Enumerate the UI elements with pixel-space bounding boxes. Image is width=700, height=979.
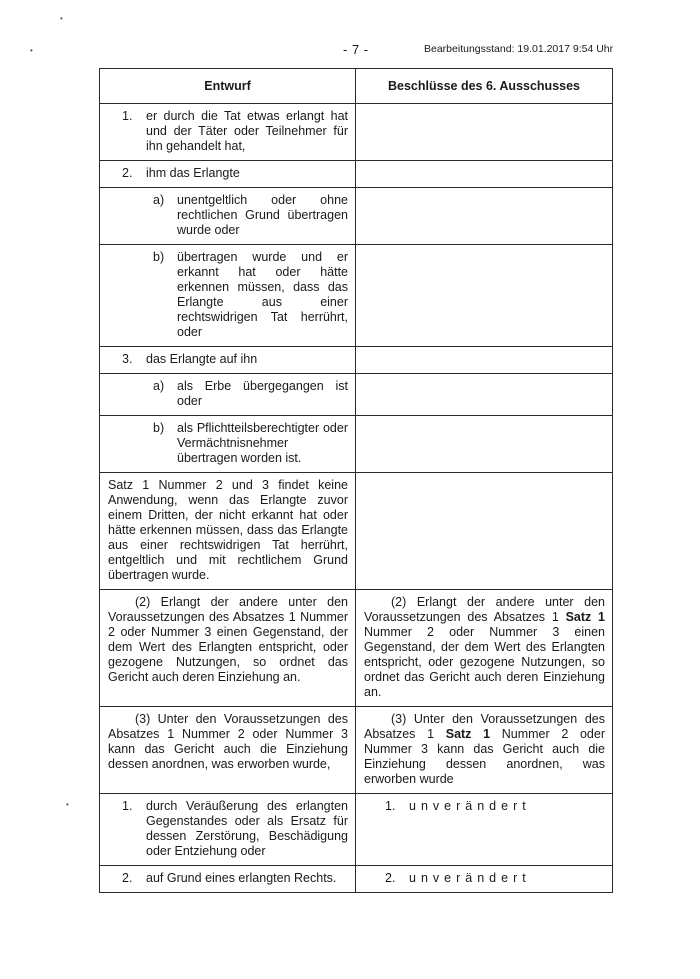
item-text: durch Veräußerung des erlangten Gegenstandes oder als Ersatz für dessen Zerstörung, Beschädigung oder Entziehung oder xyxy=(146,799,348,858)
column-header-committee: Beschlüsse des 6. Ausschusses xyxy=(356,69,613,104)
table-row xyxy=(100,707,613,794)
table-row xyxy=(100,416,613,473)
item-number: 2. xyxy=(122,871,133,885)
unchanged-text: unverändert xyxy=(409,799,531,813)
item-number: 1. xyxy=(385,799,396,813)
table-row xyxy=(100,866,613,893)
empty-cell xyxy=(356,473,613,590)
empty-cell xyxy=(356,161,613,188)
table-row xyxy=(100,473,613,590)
table-row xyxy=(100,188,613,245)
scan-speck: • xyxy=(30,46,33,55)
subitem-letter: a) xyxy=(153,193,165,207)
table-row xyxy=(100,245,613,347)
empty-cell xyxy=(356,347,613,374)
page-number: - 7 - xyxy=(343,42,369,57)
empty-cell xyxy=(356,188,613,245)
amended-text-pre: (2) Erlangt der andere unter den Voraussetzungen des Absatzes 1 xyxy=(364,595,605,624)
item-number: 2. xyxy=(122,166,133,180)
empty-cell xyxy=(356,104,613,161)
table-row xyxy=(100,794,613,866)
empty-cell xyxy=(356,416,613,473)
subitem-text: als Pflichtteilsberechtigter oder Vermächtnisnehmer übertragen worden ist. xyxy=(177,421,348,465)
paragraph-text: (2) Erlangt der andere unter den Voraussetzungen des Absatzes 1 Nummer 2 oder Nummer 3 einen Gegenstand, der dem Wert des Erlangten entspricht, oder gezogene Nutzungen, so ordnet das Gericht auch deren Einziehung an. xyxy=(108,595,348,684)
item-number: 1. xyxy=(122,799,133,813)
table-row xyxy=(100,347,613,374)
item-text: er durch die Tat etwas erlangt hat und der Täter oder Teilnehmer für ihn gehandelt hat, xyxy=(146,109,348,153)
table-header-row xyxy=(100,69,613,104)
item-text: auf Grund eines erlangten Rechts. xyxy=(146,871,337,885)
item-text: das Erlangte auf ihn xyxy=(146,352,258,366)
paragraph-text: Satz 1 Nummer 2 und 3 findet keine Anwendung, wenn das Erlangte zuvor einem Dritten, der nicht erkannt hat oder hätte erkennen müssen, dass das Erlangte aus einer rechtswidrigen Tat herrührt, entgeltlich und mit rechtlichem Grund übertragen wurde. xyxy=(108,478,348,582)
item-number: 3. xyxy=(122,352,133,366)
amended-text-pre: (3) Unter den Voraussetzungen des Absatzes 1 xyxy=(364,712,605,741)
amended-text-post: Nummer 2 oder Nummer 3 einen Gegenstand, der dem Wert des Erlangten entspricht, oder gezogene Nutzungen, so ordnet das Gericht auch deren Einziehung an. xyxy=(364,625,605,699)
paragraph-text: (3) Unter den Voraussetzungen des Absatzes 1 Nummer 2 oder Nummer 3 kann das Gericht auch die Einziehung dessen anordnen, was erworben wurde, xyxy=(108,712,348,771)
item-number: 2. xyxy=(385,871,396,885)
subitem-letter: b) xyxy=(153,421,165,435)
scan-speck: • xyxy=(60,14,63,23)
amended-text-post: Nummer 2 oder Nummer 3 kann das Gericht auch die Einziehung dessen anordnen, was erworben wurde xyxy=(364,727,605,786)
paragraph-text-amended xyxy=(356,590,612,706)
table-row xyxy=(100,590,613,707)
paragraph-text-amended xyxy=(356,707,612,793)
empty-cell xyxy=(356,374,613,416)
unchanged-text: unverändert xyxy=(409,871,531,885)
scan-speck: • xyxy=(66,800,69,809)
subitem-text: als Erbe übergegangen ist oder xyxy=(177,379,348,408)
subitem-text: unentgeltlich oder ohne rechtlichen Grund übertragen wurde oder xyxy=(177,193,348,237)
table-row xyxy=(100,374,613,416)
table-row xyxy=(100,104,613,161)
amendment-highlight: Satz 1 xyxy=(565,610,605,624)
column-header-draft: Entwurf xyxy=(100,69,356,104)
item-text: ihm das Erlangte xyxy=(146,166,240,180)
empty-cell xyxy=(356,245,613,347)
subitem-text: übertragen wurde und er erkannt hat oder hätte erkennen müssen, dass das Erlangte aus einer rechtswidrigen Tat herrührt, oder xyxy=(177,250,348,339)
synopsis-table xyxy=(99,68,613,893)
amendment-highlight: Satz 1 xyxy=(445,727,491,741)
subitem-letter: a) xyxy=(153,379,165,393)
editing-status: Bearbeitungsstand: 19.01.2017 9:54 Uhr xyxy=(424,43,614,55)
item-number: 1. xyxy=(122,109,133,123)
subitem-letter: b) xyxy=(153,250,165,264)
table-row xyxy=(100,161,613,188)
